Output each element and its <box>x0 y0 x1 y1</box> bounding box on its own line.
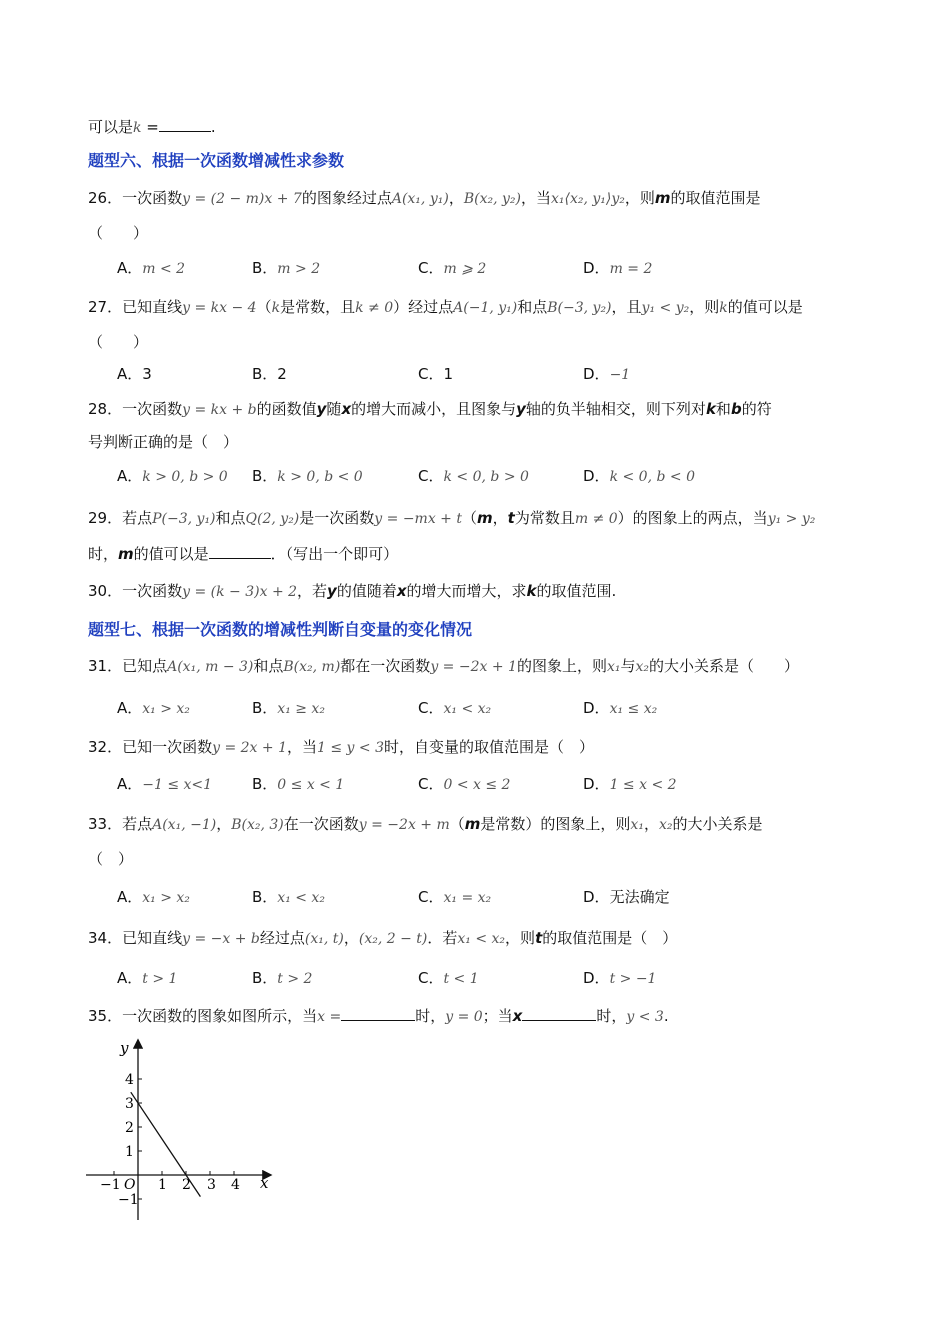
math: x₁ < x₂ <box>443 701 492 717</box>
question-34 <box>88 927 677 950</box>
math: A(x₁, −1) <box>152 817 217 833</box>
option-b[interactable] <box>252 697 325 720</box>
text: 与 <box>620 657 636 675</box>
text: ，且 <box>611 298 642 316</box>
text: 时， <box>88 545 119 563</box>
option-c[interactable] <box>418 363 453 385</box>
question-27 <box>88 296 803 319</box>
option-d[interactable] <box>583 257 652 280</box>
option-a[interactable] <box>117 697 190 720</box>
math: 0 < x ≤ 2 <box>443 777 511 793</box>
option-label: D． <box>583 775 610 793</box>
text: ，则 <box>689 298 720 316</box>
question-33 <box>88 813 762 836</box>
option-label: B． <box>252 259 278 277</box>
text: 的符 <box>741 400 772 418</box>
option-label: D． <box>583 259 610 277</box>
option-label: C． <box>418 259 444 277</box>
text: 一次函数 <box>122 400 183 418</box>
math: y₁ < y₂ <box>641 300 690 316</box>
option-d[interactable] <box>583 967 656 990</box>
math: t < 1 <box>443 971 479 987</box>
answer-blank[interactable] <box>209 542 271 559</box>
text: ，则 <box>505 929 536 947</box>
question-number: 28． <box>88 400 123 418</box>
math: x₂ <box>635 659 649 675</box>
math: x₁ <box>606 659 621 675</box>
text: 和 <box>715 400 731 418</box>
text: 一次函数的图象如图所示，当 <box>122 1007 318 1025</box>
option-d[interactable] <box>583 465 695 488</box>
text: 已知直线 <box>122 298 183 316</box>
option-label: A． <box>117 969 143 987</box>
text: （ <box>256 298 272 316</box>
math: y₁ > y₂ <box>767 511 816 527</box>
option-c[interactable] <box>418 886 491 909</box>
variable: t <box>507 509 515 527</box>
section-title-6: 题型六、根据一次函数增减性求参数 <box>88 151 345 170</box>
question-27-paren: （ ） <box>88 333 149 351</box>
text: 的大小关系是 <box>672 815 763 833</box>
answer-blank[interactable] <box>522 1004 596 1021</box>
option-label: C． <box>418 365 444 383</box>
text: 为常数且 <box>514 509 575 527</box>
text: 的取值范围是（ ） <box>542 929 678 947</box>
text: 若点 <box>122 815 153 833</box>
option-text: 无法确定 <box>609 888 670 906</box>
question-number: 30． <box>88 582 123 600</box>
math: y = 0 <box>445 1009 483 1025</box>
math: x₁ = x₂ <box>443 890 492 906</box>
option-label: A． <box>117 365 143 383</box>
option-d[interactable] <box>583 363 630 386</box>
text: 和点 <box>517 298 548 316</box>
math: m < 2 <box>142 261 186 277</box>
text: （ <box>449 815 465 833</box>
math: x₁ < x₂ <box>277 890 325 906</box>
math: x₁ ≤ x₂ <box>609 701 658 717</box>
question-30 <box>88 580 616 603</box>
text: 在一次函数 <box>283 815 359 833</box>
math: −1 <box>609 367 631 383</box>
math: m ⩾ 2 <box>443 261 487 277</box>
text: 时，自变量的取值范围是（ ） <box>384 738 595 756</box>
text: 的取值范围. <box>536 582 617 600</box>
text: ，则 <box>624 189 655 207</box>
text: 轴的负半轴相交，则下列对 <box>525 400 706 418</box>
option-c[interactable] <box>418 967 479 990</box>
variable: y <box>516 400 526 418</box>
text: . <box>210 118 216 136</box>
text: 的增大而增大，求 <box>406 582 527 600</box>
text: ，当 <box>520 189 551 207</box>
text: 时， <box>596 1007 627 1025</box>
variable: b <box>730 400 742 418</box>
option-b[interactable] <box>252 257 320 280</box>
text: ， <box>343 929 359 947</box>
x-tick-label: 2 <box>182 1177 191 1193</box>
text: 的取值范围是 <box>670 189 761 207</box>
text: ）经过点 <box>393 298 454 316</box>
text: 已知直线 <box>122 929 183 947</box>
math: (x₁, t) <box>304 931 344 947</box>
math: 0 ≤ x < 1 <box>277 777 345 793</box>
math: t > 1 <box>142 971 178 987</box>
option-label: C． <box>418 969 444 987</box>
text: 已知点 <box>122 657 168 675</box>
math: y = −x + b <box>182 931 260 947</box>
math: t > −1 <box>609 971 657 987</box>
variable: m <box>118 545 134 563</box>
math: B(−3, y₂) <box>547 300 612 316</box>
y-tick-label: 1 <box>125 1144 134 1160</box>
question-29 <box>88 507 815 530</box>
x-tick-label: −1 <box>100 1177 121 1193</box>
math: k < 0, b > 0 <box>443 469 529 485</box>
question-33-paren: （ ） <box>88 850 134 868</box>
variable: y <box>327 582 337 600</box>
variable: y <box>316 400 327 418</box>
x-axis-label: x <box>260 1174 269 1192</box>
option-b[interactable] <box>252 967 312 990</box>
question-number: 26． <box>88 189 123 207</box>
math: B(x₂, y₂) <box>463 191 521 207</box>
math: x₁ > x₂ <box>142 701 190 717</box>
question-35 <box>88 1004 669 1028</box>
variable: m <box>654 189 671 207</box>
question-number: 32． <box>88 738 123 756</box>
math: x₁ > x₂ <box>142 890 190 906</box>
math: y = kx − 4 <box>182 300 257 316</box>
option-a[interactable] <box>117 465 228 488</box>
question-number: 27． <box>88 298 123 316</box>
math: B(x₂, 3) <box>231 817 284 833</box>
function-graph <box>80 1035 280 1230</box>
option-a[interactable] <box>117 257 185 280</box>
y-axis-label: y <box>120 1039 129 1057</box>
option-label: A． <box>117 699 143 717</box>
text: 是常数，且 <box>280 298 356 316</box>
text: 和点 <box>253 657 284 675</box>
text: 的值可以是 <box>727 298 803 316</box>
option-b[interactable] <box>252 773 344 796</box>
option-a[interactable] <box>117 363 152 385</box>
option-label: B． <box>252 699 278 717</box>
x-tick-label: 1 <box>158 1177 167 1193</box>
option-a[interactable] <box>117 886 190 909</box>
variable: x <box>341 400 352 418</box>
option-label: C． <box>418 775 444 793</box>
origin-label: O <box>124 1177 136 1193</box>
option-text: 3 <box>142 365 152 383</box>
question-number: 31． <box>88 657 123 675</box>
variable: m <box>477 509 493 527</box>
variable: x <box>512 1007 523 1025</box>
option-label: A． <box>117 259 143 277</box>
text: 可以是 <box>88 118 134 136</box>
option-label: A． <box>117 888 143 906</box>
text: ，当 <box>287 738 318 756</box>
text: 都在一次函数 <box>340 657 431 675</box>
math: A(x₁, m − 3) <box>167 659 254 675</box>
option-label: C． <box>418 699 444 717</box>
option-d[interactable] <box>583 697 657 720</box>
math: x₁ <box>630 817 644 833</box>
text: 的图象经过点 <box>301 189 392 207</box>
text: 一次函数 <box>122 189 183 207</box>
option-label: D． <box>583 969 610 987</box>
option-a[interactable] <box>117 967 177 990</box>
math: −1 ≤ x<1 <box>142 777 213 793</box>
math: x₁ ≥ x₂ <box>277 701 325 717</box>
math: 1 ≤ y < 3 <box>317 740 385 756</box>
math: k <box>133 120 142 136</box>
section-title-7: 题型七、根据一次函数的增减性判断自变量的变化情况 <box>88 620 473 639</box>
option-c[interactable] <box>418 697 491 720</box>
question-29-line2 <box>88 542 398 565</box>
math: x = <box>317 1009 342 1025</box>
math: m ≠ 0 <box>574 511 618 527</box>
math: x₂ <box>658 817 673 833</box>
math: k ≠ 0 <box>355 300 394 316</box>
text: 时， <box>415 1007 446 1025</box>
math: k > 0, b > 0 <box>142 469 228 485</box>
option-a[interactable] <box>117 773 212 796</box>
math: k <box>719 300 728 316</box>
math: x₁ < x₂ <box>457 931 506 947</box>
option-label: A． <box>117 775 143 793</box>
math: y = 2x + 1 <box>212 740 287 756</box>
option-label: B． <box>252 775 278 793</box>
option-label: B． <box>252 969 278 987</box>
option-b[interactable] <box>252 465 363 488</box>
text: = <box>141 118 159 136</box>
option-b[interactable] <box>252 886 325 909</box>
math: y = kx + b <box>182 402 257 418</box>
y-tick-label: 4 <box>125 1072 134 1088</box>
option-label: B． <box>252 467 278 485</box>
top-fragment <box>88 115 216 139</box>
text: ）的图象上的两点，当 <box>617 509 768 527</box>
text: 的函数值 <box>256 400 317 418</box>
option-label: D． <box>583 699 610 717</box>
x-tick-label: 4 <box>231 1177 240 1193</box>
option-label: A． <box>117 467 143 485</box>
option-label: C． <box>418 888 444 906</box>
text: ．（写出一个即可） <box>270 545 399 563</box>
text: ．若 <box>427 929 458 947</box>
math: y = −2x + 1 <box>430 659 517 675</box>
math: A(−1, y₁) <box>453 300 518 316</box>
math: y < 3 <box>626 1009 664 1025</box>
option-label: D． <box>583 365 610 383</box>
question-number: 34． <box>88 929 123 947</box>
math: 1 ≤ x < 2 <box>609 777 677 793</box>
text: 经过点 <box>259 929 305 947</box>
option-c[interactable] <box>418 465 529 488</box>
math: m > 2 <box>277 261 321 277</box>
y-tick-label: 3 <box>125 1096 134 1112</box>
question-number: 35． <box>88 1007 123 1025</box>
variable: k <box>271 300 281 316</box>
question-number: 33． <box>88 815 123 833</box>
option-d[interactable] <box>583 886 670 908</box>
text: 若点 <box>122 509 153 527</box>
text: ， <box>492 509 508 527</box>
question-31 <box>88 655 799 678</box>
question-28-line2: 号判断正确的是（ ） <box>88 433 239 451</box>
math: y = (2 − m)x + 7 <box>182 191 302 207</box>
x-tick-label: 3 <box>207 1177 216 1193</box>
math: B(x₂, m) <box>283 659 341 675</box>
text: ， <box>643 815 659 833</box>
math: y = −2x + m <box>358 817 450 833</box>
option-label: C． <box>418 467 444 485</box>
y-tick-label: −1 <box>118 1192 139 1208</box>
question-32 <box>88 736 594 759</box>
option-label: D． <box>583 467 610 485</box>
option-b[interactable] <box>252 363 287 385</box>
text: 的图象上，则 <box>516 657 607 675</box>
text: 的值随着 <box>336 582 397 600</box>
math: x₁⟨x₂, y₁⟩y₂ <box>551 191 625 207</box>
math: y = −mx + t <box>374 511 462 527</box>
option-label: D． <box>583 888 610 906</box>
text: . <box>663 1007 669 1025</box>
option-c[interactable] <box>418 773 510 796</box>
math: P(−3, y₁) <box>152 511 216 527</box>
y-tick-label: 2 <box>125 1120 134 1136</box>
math: y = (k − 3)x + 2 <box>182 584 298 600</box>
question-number: 29． <box>88 509 123 527</box>
math: k < 0, b < 0 <box>609 469 695 485</box>
answer-blank[interactable] <box>159 115 211 132</box>
option-c[interactable] <box>418 257 486 280</box>
math: t > 2 <box>277 971 313 987</box>
question-26-paren: （ ） <box>88 224 149 242</box>
variable: m <box>464 815 481 833</box>
text: 和点 <box>215 509 246 527</box>
question-28 <box>88 398 772 421</box>
text: 的大小关系是（ ） <box>649 657 800 675</box>
text: 是常数）的图象上，则 <box>480 815 631 833</box>
text: 是一次函数 <box>299 509 375 527</box>
text: ，若 <box>297 582 328 600</box>
text: ， <box>448 189 464 207</box>
math: k > 0, b < 0 <box>277 469 363 485</box>
question-26 <box>88 187 761 210</box>
answer-blank[interactable] <box>341 1004 415 1021</box>
math: m = 2 <box>609 261 653 277</box>
math: A(x₁, y₁) <box>391 191 449 207</box>
option-label: B． <box>252 888 278 906</box>
text: （ <box>461 509 477 527</box>
variable: k <box>526 582 537 600</box>
variable: x <box>396 582 407 600</box>
option-text: 1 <box>443 365 454 383</box>
math: (x₂, 2 − t) <box>358 931 428 947</box>
variable: k <box>705 400 716 418</box>
text: 已知一次函数 <box>122 738 213 756</box>
text: 的增大而减小，且图象与 <box>351 400 517 418</box>
math: Q(2, y₂) <box>245 511 300 527</box>
text: ；当 <box>482 1007 513 1025</box>
option-label: B． <box>252 365 278 383</box>
variable: t <box>535 929 543 947</box>
text: ， <box>216 815 232 833</box>
option-d[interactable] <box>583 773 677 796</box>
option-text: 2 <box>277 365 287 383</box>
text: 随 <box>326 400 342 418</box>
text: 的值可以是 <box>133 545 209 563</box>
text: 一次函数 <box>122 582 183 600</box>
